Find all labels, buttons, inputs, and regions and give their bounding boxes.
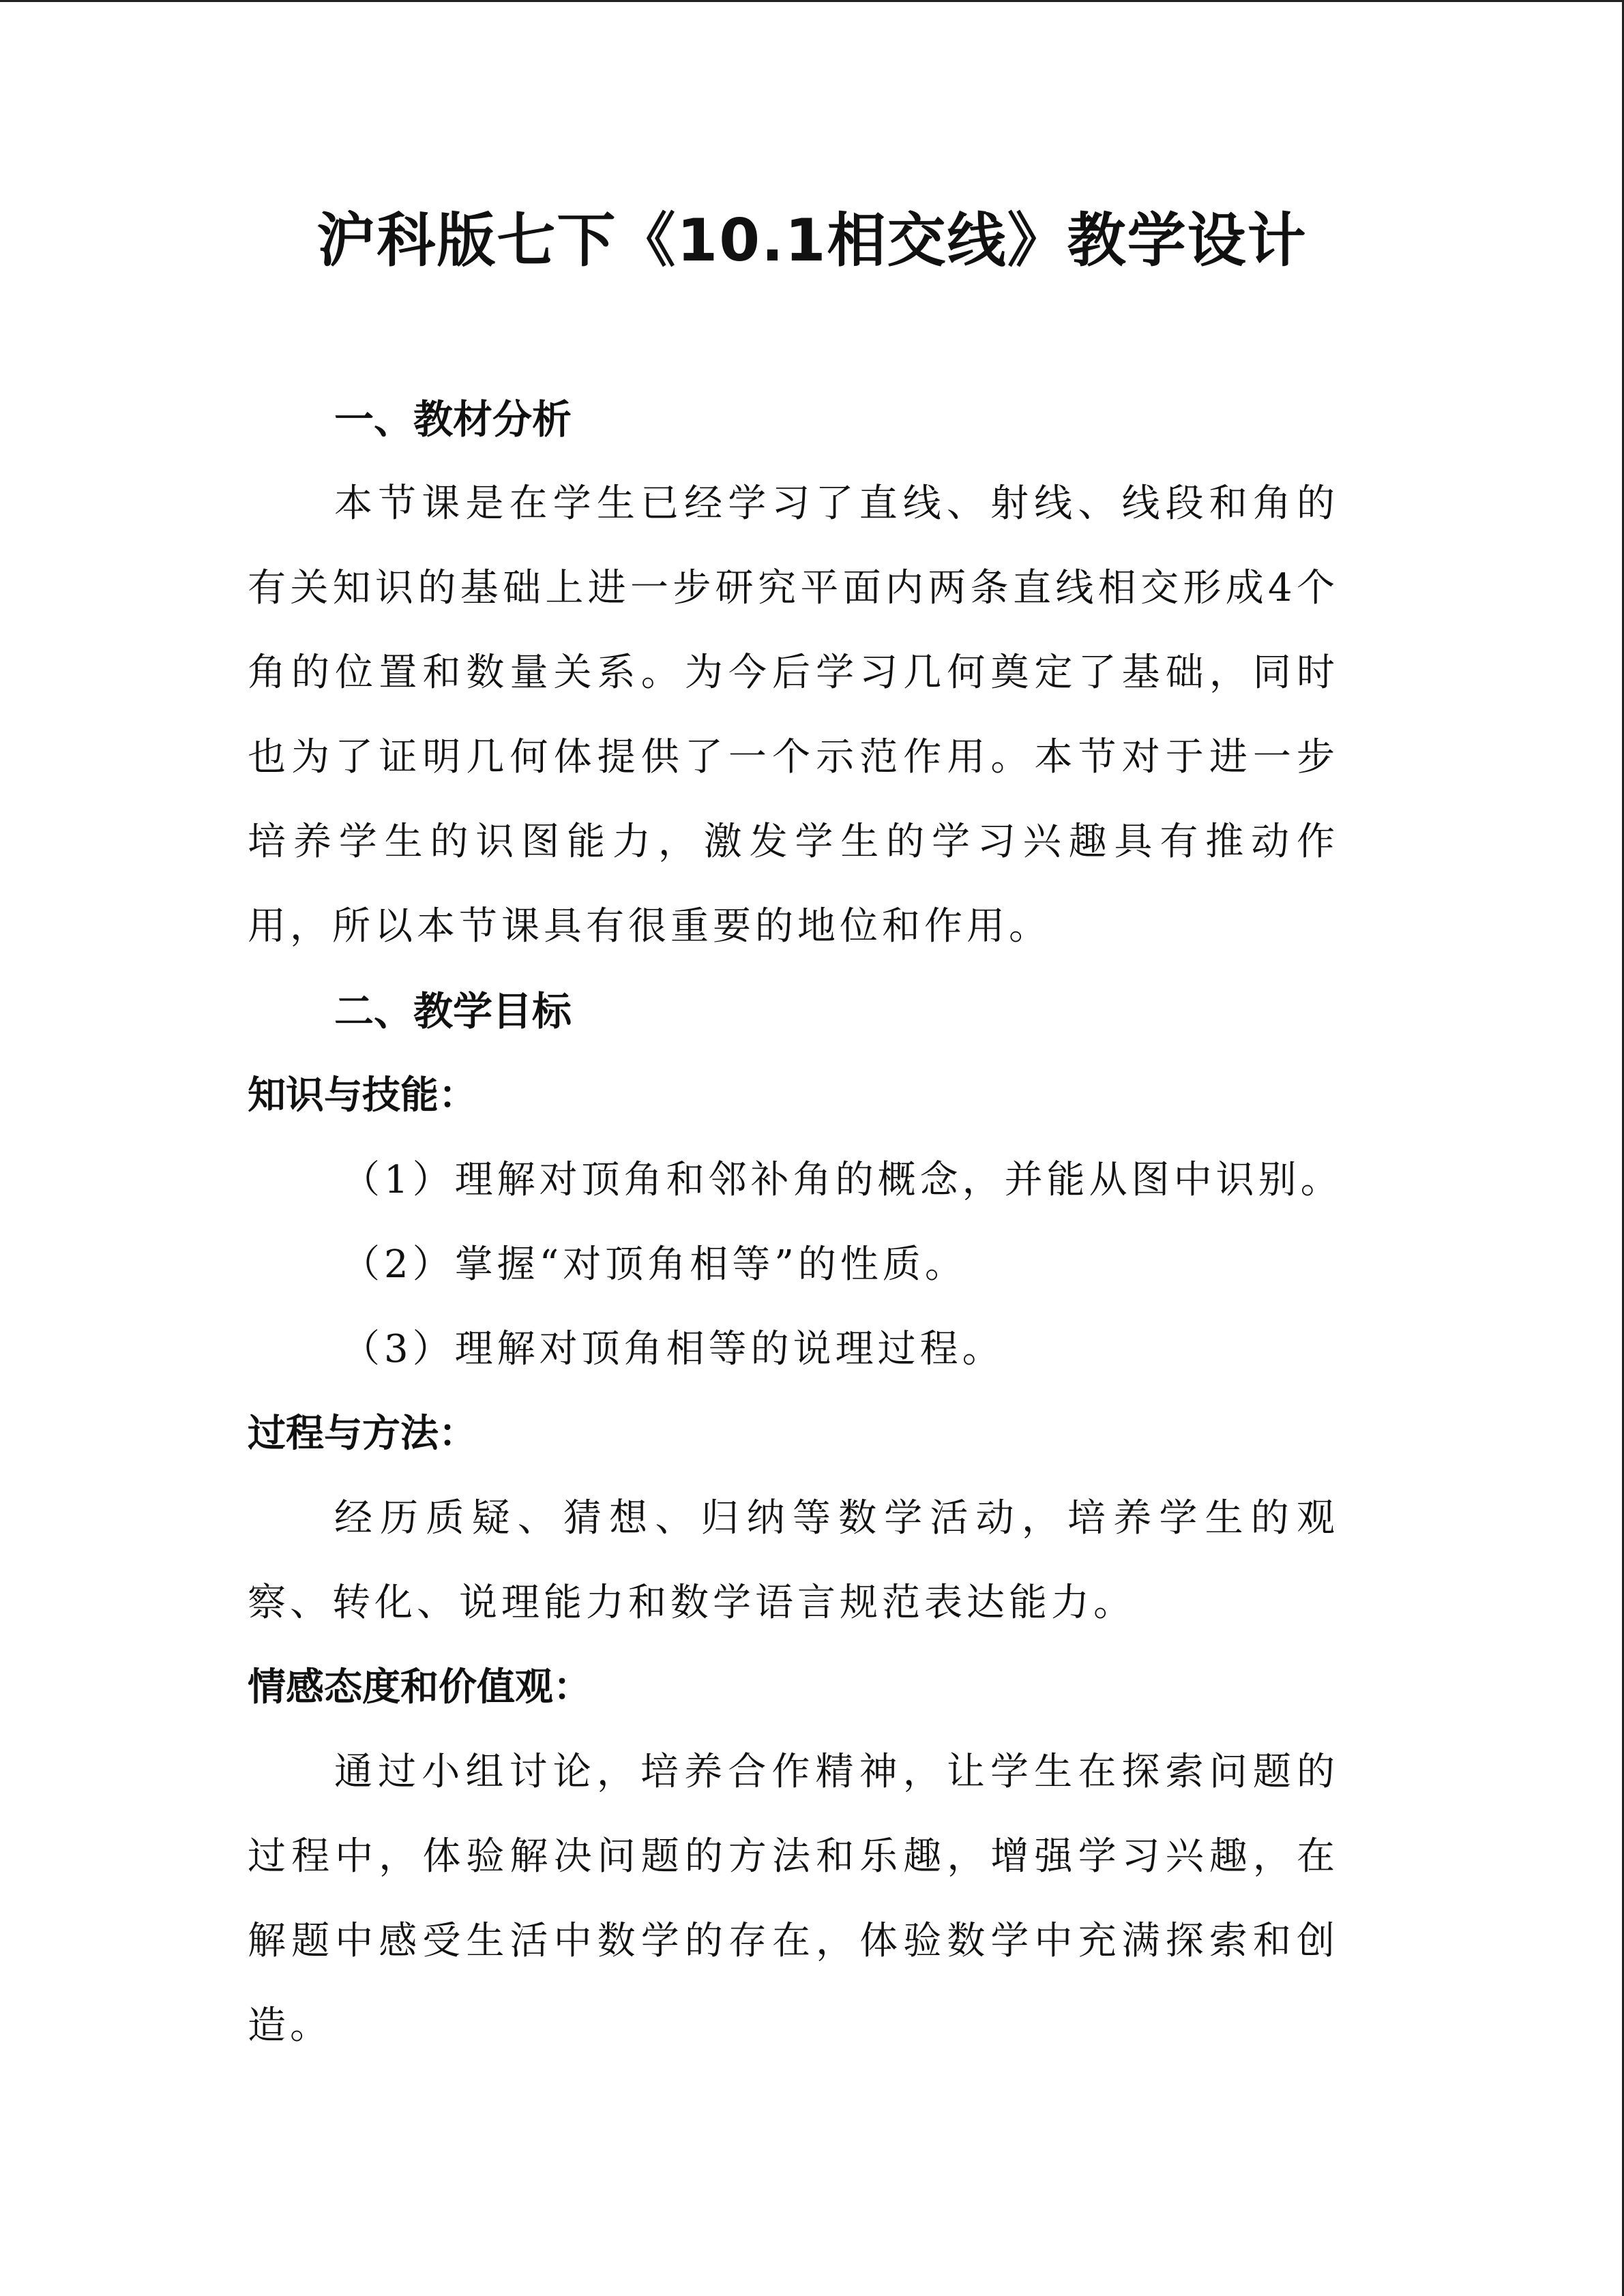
emotion-values-label: 情感态度和价值观： <box>248 1665 591 1710</box>
objective-item: （3）理解对顶角相等的说理过程。 <box>342 1327 1005 1371</box>
objective-item: （1）理解对顶角和邻补角的概念，并能从图中识别。 <box>342 1158 1343 1202</box>
material-analysis-paragraph: 本节课是在学生已经学习了直线、射线、线段和角的有关知识的基础上进一步研究平面内两条直线相交形成4个角的位置和数量关系。为今后学习几何奠定了基础，同时也为了证明几何体提供了一个示范作用。本节对于进一步培养学生的识图能力，激发学生的学习兴趣具有推动作用，所以本节课具有很重要的地位和作用。 <box>248 481 1339 949</box>
emotion-values-paragraph: 通过小组讨论，培养合作精神，让学生在探索问题的过程中，体验解决问题的方法和乐趣，增强学习兴趣，在解题中感受生活中数学的存在，体验数学中充满探索和创造。 <box>248 1750 1339 2048</box>
document-title: 沪科版七下《10.1相交线》教学设计 <box>316 207 1308 275</box>
process-methods-label: 过程与方法： <box>248 1412 477 1456</box>
process-methods-paragraph: 经历质疑、猜想、归纳等数学活动，培养学生的观察、转化、说理能力和数学语言规范表达能力。 <box>248 1496 1339 1625</box>
document-body <box>248 377 1343 2068</box>
section-heading-teaching-objectives: 二、教学目标 <box>334 988 572 1034</box>
section-heading-material-analysis: 一、教材分析 <box>334 396 572 443</box>
objective-item: （2）掌握“对顶角相等”的性质。 <box>342 1242 967 1287</box>
knowledge-skills-label: 知识与技能： <box>248 1073 477 1118</box>
